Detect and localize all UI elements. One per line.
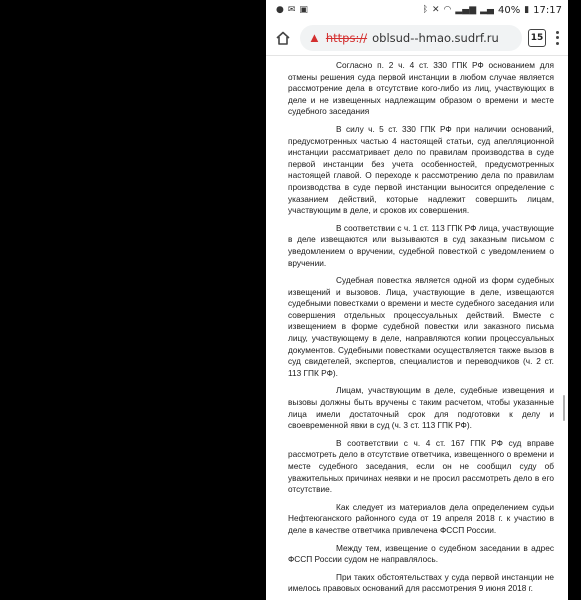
paragraph: В соответствии с ч. 4 ст. 167 ГПК РФ суд вправе рассмотреть дело в отсутствие ответчика, извещенного о времени и месте судебного заседания, если он не сообщил суду об уважительных причинах неявки и не просил рассмотреть дело в его отсутствие. [288,437,554,495]
paragraph: Лицам, участвующим в деле, судебные извещения и вызовы должны быть вручены с таким расчетом, чтобы указанные лица имели достаточный срок для подготовки к делу и своевременной явки в суд (ч. 3 ст. 113 ГПК РФ). [288,385,554,431]
battery-percent: 40% [497,4,521,16]
paragraph: Согласно п. 2 ч. 4 ст. 330 ГПК РФ основанием для отмены решения суда первой инстанции в любом случае является рассмотрение дела в отсутствие кого-либо из лиц, участвующих в деле и не извещенных надлежащим образом о времени и месте судебного заседания [288,60,554,117]
image-icon: ▣ [299,4,308,15]
battery-icon: ▮ [524,4,530,15]
tab-switcher-button[interactable]: 15 [528,29,546,47]
signal-2-icon: ▂▄ [480,4,494,15]
status-left [276,6,308,15]
url-scheme: https:// [325,30,368,45]
url-host: oblsud--hmao.sudrf.ru [372,30,499,45]
paragraph: В соответствии с ч. 1 ст. 113 ГПК РФ лица, участвующие в деле извещаются или вызываются в суд заказным письмом с уведомлением о вручении, судебной повесткой с уведомлением о вручении. [288,222,554,268]
bluetooth-icon: ᛒ [422,4,428,15]
menu-dot-icon [556,36,559,39]
browser-toolbar [266,20,568,56]
paragraph: Как следует из материалов дела определением судьи Нефтеюганского районного суда от 19 апреля 2018 г. к участию в деле в качестве ответчика привлечена ФССП России. [288,501,554,535]
status-bar [266,0,568,20]
menu-dot-icon [556,42,559,45]
menu-dot-icon [556,31,559,34]
paragraph: Судебная повестка является одной из форм судебных извещений и вызовов. Лица, участвующие в деле, извещаются судебными повестками о времени и месте судебного заседания или совершения отдельных процессуальных действий. Вместе с извещением в форме судебной повестки или заказного письма лицу, участвующему в деле, направляются копии процессуальных документов. Судебными повестками осуществляется также вызов в суд свидетелей, экспертов, специалистов и переводчиков (ч. 2 ст. 113 ГПК РФ). [288,275,554,378]
status-right [423,5,562,16]
clock: 17:17 [533,4,562,16]
mute-icon: ✕ [431,4,440,15]
phone-screen [266,0,568,600]
url-bar[interactable] [300,25,522,51]
home-icon [275,30,291,46]
signal-icon: ▂▄▆ [455,4,477,15]
notification-app-icon: ● [276,4,284,15]
paragraph: В силу ч. 5 ст. 330 ГПК РФ при наличии оснований, предусмотренных частью 4 настоящей статьи, суд апелляционной инстанции рассматривает дело по правилам производства в суде первой инстанции без учета особенностей, предусмотренных настоящей главой. О переходе к рассмотрению дела по правилам производства в суде первой инстанции выносится определение с указанием действий, которые надлежит совершить лицам, участвующим в деле, и сроков их совершения. [288,123,554,216]
document-content [266,56,568,595]
menu-button[interactable] [552,31,562,45]
mail-icon: ✉ [287,4,296,15]
warning-icon[interactable]: ▲ [308,30,321,45]
paragraph: Между тем, извещение о судебном заседании в адрес ФССП России судом не направлялось. [288,542,554,565]
home-button[interactable] [272,27,294,49]
scrollbar[interactable] [563,395,565,421]
wifi-icon: ◠ [443,4,452,15]
paragraph: При таких обстоятельствах у суда первой инстанции не имелось правовых оснований для рассмотрения 9 июня 2018 г. [288,571,554,594]
